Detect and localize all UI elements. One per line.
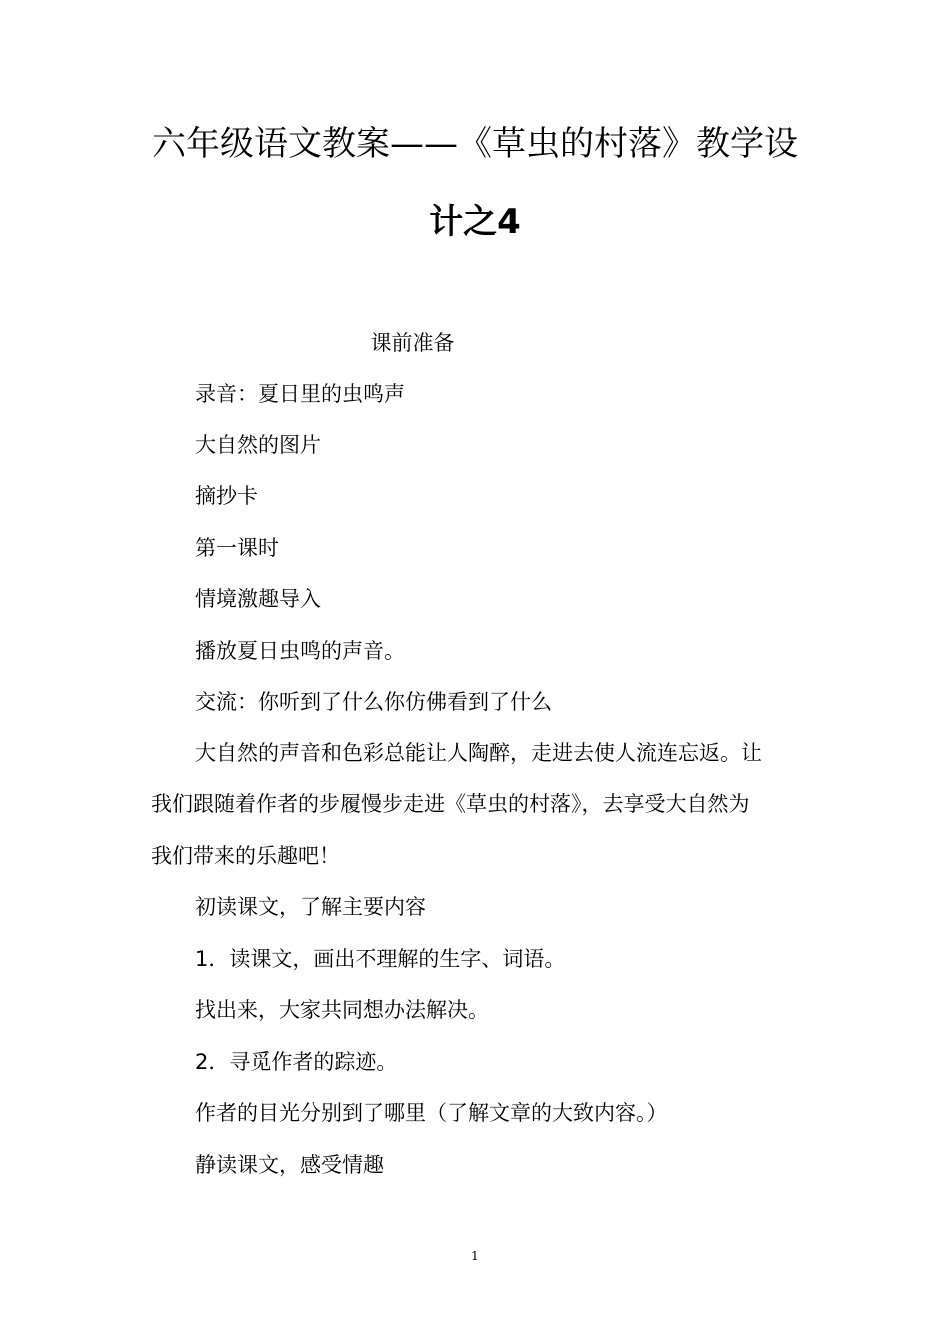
paragraph: 大自然的图片 [195,433,321,457]
paragraph: 第一课时 [195,536,279,560]
document-title-line-1: 六年级语文教案——《草虫的村落》教学设 [152,124,798,164]
paragraph: 交流：你听到了什么你仿佛看到了什么 [195,690,552,714]
section-heading: 课前准备 [370,331,455,355]
paragraph: 1．读课文，画出不理解的生字、词语。 [195,947,566,971]
paragraph: 录音：夏日里的虫鸣声 [195,382,405,406]
paragraph-continuation: 我们跟随着作者的步履慢步走进《草虫的村落》，去享受大自然为 [151,792,750,816]
paragraph: 2．寻觅作者的踪迹。 [195,1050,398,1074]
paragraph: 摘抄卡 [195,484,258,508]
document-title-line-2: 计之4 [429,202,521,242]
paragraph: 作者的目光分别到了哪里（了解文章的大致内容。） [195,1101,668,1125]
paragraph: 播放夏日虫鸣的声音。 [195,639,405,663]
paragraph: 情境激趣导入 [195,587,321,611]
page-number: 1 [471,1249,479,1263]
paragraph: 找出来，大家共同想办法解决。 [195,998,489,1022]
paragraph: 大自然的声音和色彩总能让人陶醉，走进去使人流连忘返。让 [195,741,762,765]
paragraph: 初读课文，了解主要内容 [195,895,426,919]
paragraph: 静读课文，感受情趣 [195,1153,384,1177]
paragraph-continuation: 我们带来的乐趣吧！ [151,844,340,868]
